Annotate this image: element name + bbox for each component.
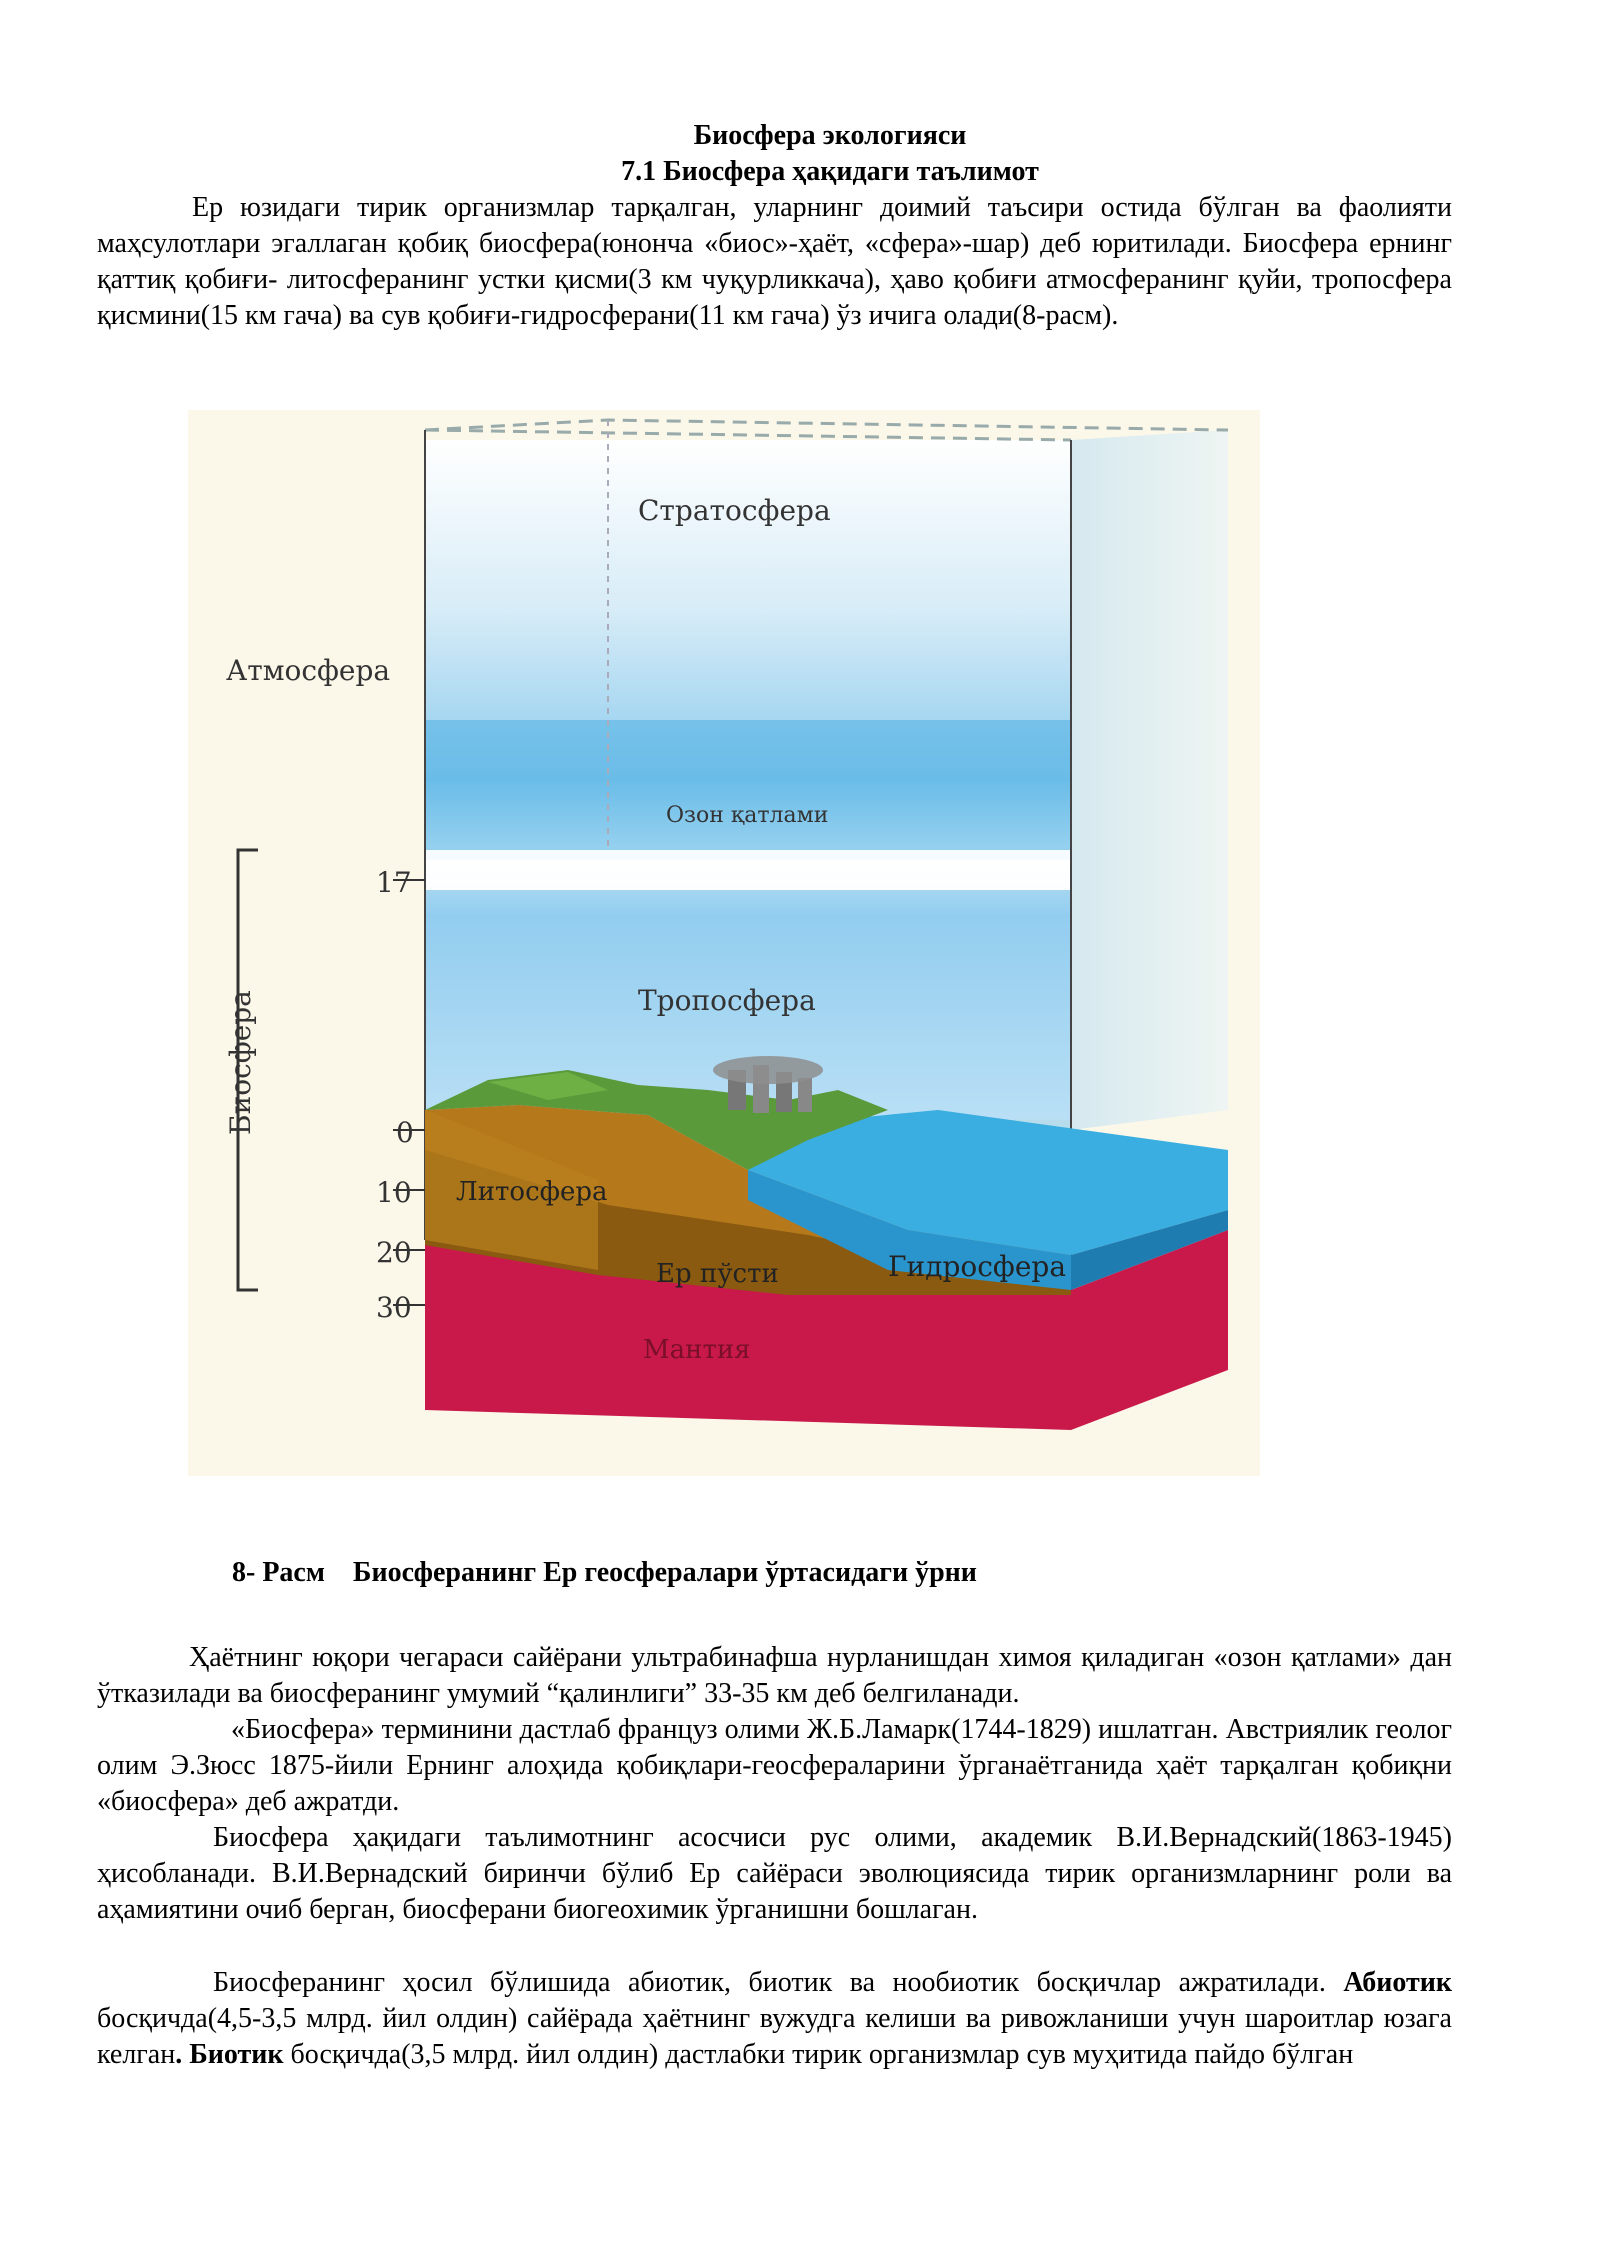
label-ozone: Озон қатлами: [666, 803, 829, 828]
paragraph-vernadsky: [97, 1820, 1452, 1928]
ozone-band: [425, 720, 1071, 860]
biotic-text: босқичда(3,5 млрд. йил олдин) дастлабки тирик организмлар сув муҳитида пайдо бўлган: [283, 2039, 1354, 2070]
abiotic-term: Абиотик: [1343, 1967, 1452, 1998]
tick-10: 10: [376, 1176, 412, 1209]
section-title: 7.1 Биосфера ҳақидаги таълимот: [621, 156, 1039, 187]
paragraph-intro-text: Ер юзидаги тирик организмлар тарқалган, уларнинг доимий таъсири остида бўлган ва фаолияти маҳсулотлари эгаллаган қобиқ биосфера(юнонча «биос»-ҳаёт, «сфера»-шар) деб юритилади. Биосфера ернинг қаттиқ қобиғи- литосферанинг устки қисми(3 км чуқурликкача), ҳаво қобиғи атмосферанинг қуйи, тропосфера қисмини(15 км гача) ва сув қобиғи-гидросферани(11 км гача) ўз ичига олади(8-расм).: [97, 192, 1452, 331]
label-crust: Ер пўсти: [656, 1259, 779, 1289]
paragraph-ozone-text: Ҳаётнинг юқори чегараси сайёрани ультрабинафша нурланишдан химоя қиладиган «озон қатлами» дан ўтказилади ва биосферанинг умумий “қалинлиги” 33-35 км деб белгиланади.: [97, 1642, 1452, 1709]
label-lithosphere: Литосфера: [456, 1177, 608, 1207]
tick-30: 30: [376, 1291, 412, 1324]
paragraph-ozone: [97, 1640, 1452, 1712]
abiotic-text: босқичда(4,5-3,5 млрд. йил олдин) сайёрада ҳаётнинг вужудга келиши ва ривожланиши учун шароитлар юзага келган: [97, 2003, 1452, 2070]
biotic-term: Биотик: [189, 2039, 284, 2070]
paragraph-lamarck: [97, 1712, 1452, 1820]
paragraph-lamarck-text: «Биосфера» терминини дастлаб француз олими Ж.Б.Ламарк(1744-1829) ишлатган. Австриялик геолог олим Э.Зюсс 1875-йили Ернинг алоҳида қобиқлари-геосфераларини ўрганаётганида ҳаёт тарқалган қобиқни «биосфера» деб ажратди.: [97, 1714, 1452, 1817]
tick-17: 17: [376, 866, 412, 899]
biosphere-diagram: [188, 410, 1260, 1476]
paragraph-intro: [97, 190, 1452, 334]
document-heading: Биосфера экологияси: [693, 120, 967, 151]
stages-intro: Биосферанинг ҳосил бўлишида абиотик, биотик ва нообиотик босқичлар ажратилади.: [213, 1967, 1344, 1998]
label-mantle: Мантия: [643, 1335, 751, 1365]
label-hydrosphere: Гидросфера: [888, 1250, 1067, 1283]
ozone-boundary: [425, 850, 1071, 890]
forest-cluster: [713, 1056, 823, 1113]
label-atmosphere: Атмосфера: [226, 654, 391, 687]
sentence-dot: .: [175, 2039, 183, 2070]
figure-caption: 8- Расм Биосферанинг Ер геосфералари ўртасидаги ўрни: [232, 1557, 977, 1588]
label-biosphere: Биосфера: [224, 990, 257, 1135]
label-stratosphere: Стратосфера: [638, 494, 831, 527]
tick-0: 0: [396, 1116, 414, 1149]
sky-side: [1071, 430, 1228, 1130]
label-troposphere: Тропосфера: [638, 984, 816, 1017]
tick-20: 20: [376, 1236, 412, 1269]
paragraph-stages: [97, 1965, 1452, 2073]
biosphere-figure: [188, 410, 1260, 1476]
paragraph-vernadsky-text: Биосфера ҳақидаги таълимотнинг асосчиси рус олими, академик В.И.Вернадский(1863-1945) ҳисобланади. В.И.Вернадский биринчи бўлиб Ер сайёраси эволюциясида тирик организмларнинг роли ва аҳамиятини очиб берган, биосферани биогеохимик ўрганишни бошлаган.: [97, 1822, 1452, 1925]
